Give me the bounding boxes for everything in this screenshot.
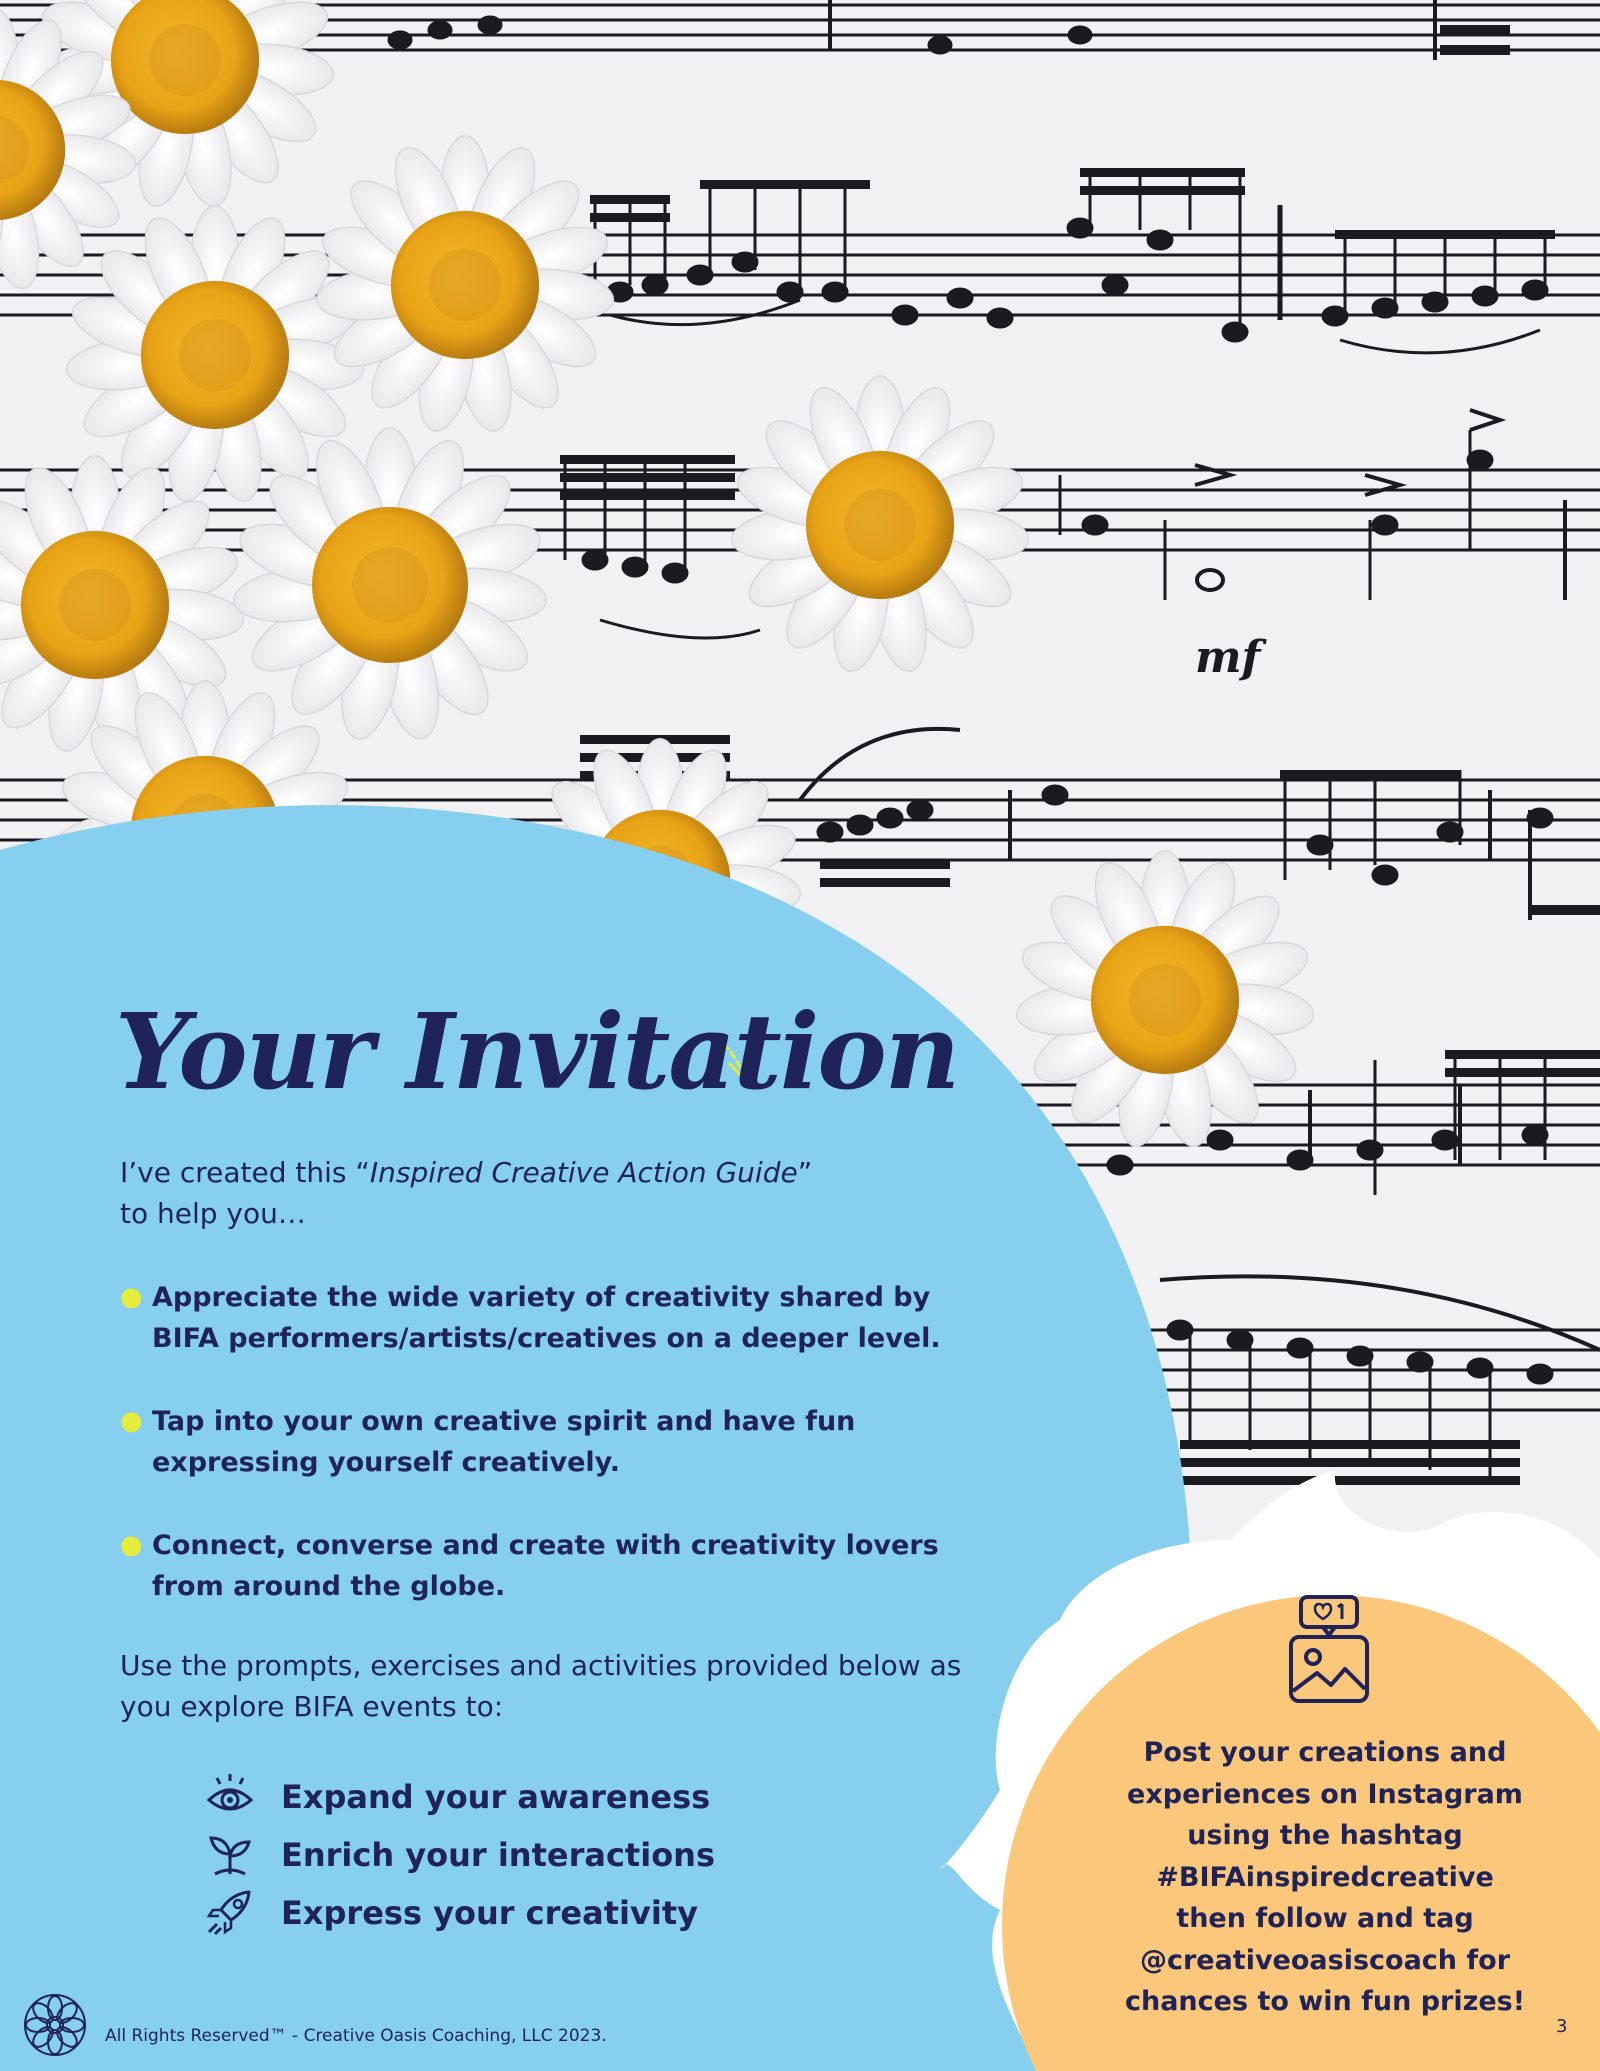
bullet-dot-icon: ● (120, 1530, 143, 1560)
eye-icon (205, 1772, 255, 1822)
bullet-text: Connect, converse and create with creativity lovers from around the globe. (152, 1530, 939, 1602)
cta-line: chances to win fun prizes! (1124, 1986, 1526, 2017)
dynamic-marking: mf (1195, 632, 1261, 683)
action-expand (205, 1770, 710, 1824)
sprout-icon (205, 1830, 255, 1880)
page-title: Your Invitation (115, 990, 959, 1113)
cta-hashtag[interactable]: #BIFAinspiredcreative (1156, 1861, 1494, 1893)
instagram-post-icon (1285, 1593, 1375, 1708)
list-item (120, 1525, 960, 1607)
intro-part1: I’ve created this “ (120, 1156, 370, 1189)
action-express (205, 1886, 698, 1940)
action-label: Express your creativity (281, 1894, 698, 1932)
bullet-dot-icon: ● (120, 1282, 143, 1312)
cta-line: using the hashtag (1187, 1820, 1463, 1851)
cta-handle[interactable]: @creativeoasiscoach for (1139, 1944, 1511, 1976)
cta-line: Post your creations and (1143, 1737, 1507, 1768)
rocket-icon (205, 1888, 255, 1938)
mandala-logo-icon (20, 1990, 90, 2060)
cta-line: experiences on Instagram (1127, 1778, 1523, 1810)
prompt-text: Use the prompts, exercises and activities provided below as you explore BIFA events to: (120, 1649, 962, 1723)
action-label: Expand your awareness (281, 1778, 711, 1816)
list-item (120, 1277, 960, 1359)
intro-part2: ” (797, 1156, 813, 1189)
cta-line: then follow and tag (1176, 1903, 1474, 1934)
copyright-footer: All Rights Reserved™ - Creative Oasis Coaching, LLC 2023. (105, 2026, 607, 2046)
benefit-list (120, 1277, 960, 1649)
guide-name: Inspired Creative Action Guide (369, 1156, 798, 1189)
page-number: 3 (1556, 2016, 1568, 2037)
intro-line2: to help you… (120, 1197, 306, 1230)
action-label: Enrich your interactions (281, 1836, 715, 1874)
intro-text (120, 1152, 920, 1234)
bullet-text: Appreciate the wide variety of creativity shared by BIFA performers/artists/creatives on a deeper level. (152, 1282, 941, 1354)
bullet-dot-icon: ● (120, 1406, 143, 1436)
bullet-text: Tap into your own creative spirit and have fun expressing yourself creatively. (152, 1406, 856, 1478)
instagram-callout (1060, 1732, 1590, 2023)
action-enrich (205, 1828, 715, 1882)
list-item (120, 1401, 960, 1483)
